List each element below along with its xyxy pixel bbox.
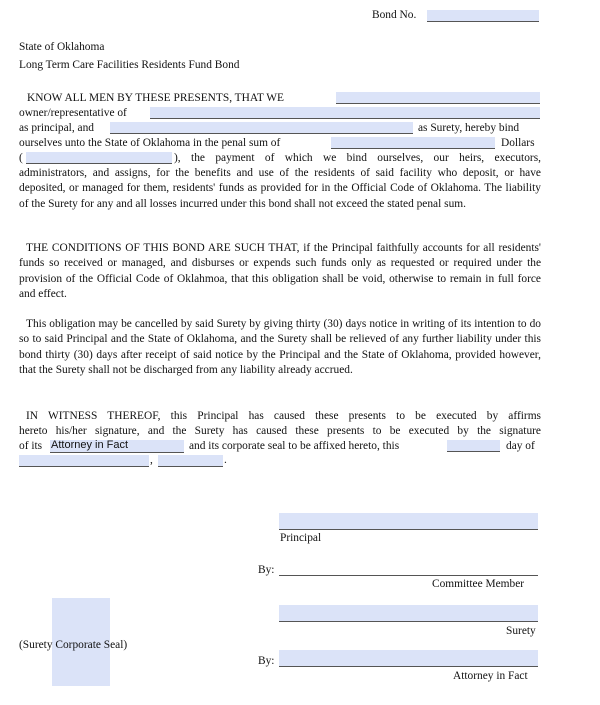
state-title: State of Oklahoma xyxy=(19,41,105,53)
bond-number-label xyxy=(372,8,416,23)
attorney-title-value: Attorney in Fact xyxy=(51,439,129,451)
seal-label: (Surety Corporate Seal) xyxy=(19,639,128,651)
paragraph-2: THE CONDITIONS OF THIS BOND ARE SUCH THAT, if the Principal faithfully accounts for all residents' funds so received or managed, and disburses or expends such funds only as requested or required under the provision of the Official Code of Oklahmoa, that this obligation shall be void, otherwise to remain in full force and effect. xyxy=(19,242,541,301)
month-field[interactable] xyxy=(19,455,149,467)
dollars-label: Dollars xyxy=(501,137,535,149)
of-its-label: of its xyxy=(19,440,43,452)
as-principal-label: as principal, and xyxy=(19,122,94,134)
principal-label: Principal xyxy=(280,532,322,544)
date-comma: , xyxy=(150,454,153,466)
committee-member-label: Committee Member xyxy=(432,578,525,590)
witness-line-2: hereto his/her signature, and the Surety has caused these presents to be executed by the signature xyxy=(19,425,541,437)
facility-name-field[interactable] xyxy=(150,107,540,119)
surety-name-field[interactable] xyxy=(110,122,413,134)
bond-title: Long Term Care Facilities Residents Fund Bond xyxy=(19,59,240,71)
open-paren: ( xyxy=(19,152,23,164)
paragraph-1-body: administrators, and assigns, for the benefits and use of the residents of said facility who deposit, or have deposited, or managed for them, residents' funds as provided for in the Official Code of Oklahoma. The liability of the Surety for any and all losses incurred under this bond shall not exceed the stated penal sum. xyxy=(19,167,541,210)
bond-no-text: Bond No. xyxy=(372,9,417,21)
by-label-attorney: By: xyxy=(258,655,275,667)
penal-sum-amount-field[interactable] xyxy=(26,152,172,164)
owner-label: owner/representative of xyxy=(19,107,127,119)
attorney-in-fact-label: Attorney in Fact xyxy=(453,670,528,682)
attorney-title-field[interactable] xyxy=(50,440,184,453)
paragraph-3: This obligation may be cancelled by said Surety by giving thirty (30) days notice in writing of its intention to do so to said Principal and the State of Oklahoma, and the Surety shall be relieved of any further liability under this bond thirty (30) days after receipt of said notice by the Principal and the State of Oklahoma, provided however, that the Surety shall not be discharged from any liability already accrued. xyxy=(19,318,541,377)
payment-text: ), the payment of which we bind ourselves, our heirs, executors, xyxy=(174,152,541,164)
penal-sum-words-field[interactable] xyxy=(331,137,495,149)
principal-signature-field[interactable] xyxy=(279,513,538,530)
year-field[interactable] xyxy=(158,455,223,467)
committee-member-signature-line[interactable] xyxy=(279,563,538,576)
penal-sum-label: ourselves unto the State of Oklahoma in the penal sum of xyxy=(19,137,281,149)
attorney-in-fact-signature-field[interactable] xyxy=(279,650,538,667)
surety-label: Surety xyxy=(506,625,536,637)
surety-signature-field[interactable] xyxy=(279,605,538,622)
surety-bind-label: as Surety, hereby bind xyxy=(418,122,520,134)
witness-line-1 xyxy=(19,409,541,424)
day-of-label: day of xyxy=(506,440,535,452)
witness-text-1: IN WITNESS THEREOF, this Principal has caused these presents to be executed by affirms xyxy=(26,410,541,422)
by-label-committee: By: xyxy=(258,564,275,576)
know-all-text: KNOW ALL MEN BY THESE PRESENTS, THAT WE xyxy=(27,92,284,104)
day-field[interactable] xyxy=(447,440,500,452)
corporate-seal-text: and its corporate seal to be affixed hereto, this xyxy=(189,440,400,452)
date-period: . xyxy=(224,454,227,466)
bond-number-field[interactable] xyxy=(427,10,539,22)
principal-name-field[interactable] xyxy=(336,92,540,104)
